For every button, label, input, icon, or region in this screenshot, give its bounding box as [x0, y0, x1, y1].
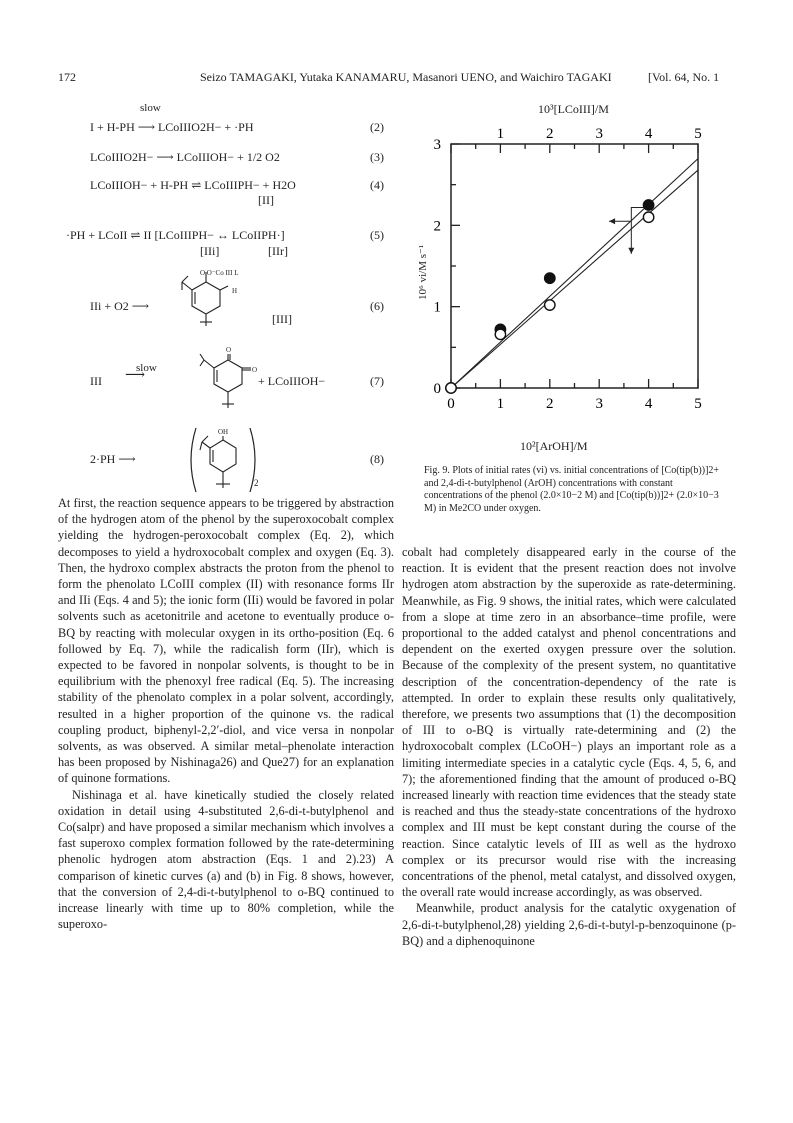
y-tick-label: 1	[433, 299, 441, 316]
equation-2: I + H-PH ⟶ LCoIIIO2H− + ·PH	[90, 120, 254, 134]
chart-x-axis-label: 10²[ArOH]/M	[520, 439, 588, 453]
plot-frame	[451, 144, 698, 388]
x-tick-label: 5	[694, 396, 702, 412]
x-tick-label: 0	[447, 396, 455, 412]
running-authors: Seizo TAMAGAKI, Yutaka KANAMARU, Masanori UENO, and Waichiro TAGAKI	[200, 70, 612, 84]
right-paragraph-1: cobalt had completely disappeared early in the course of the reaction. It is evident that the present reaction does not involve hydrogen atom abstraction by the superoxide as rate-determining. Meanwhile, as Fig. 9 shows, the initial rates, which were calculated from a slope at time zero in an absorbance–time profile, were proportional to the added catalyst and phenol concentrations and dependent on the exerted oxygen pressure over the solution. Because of the complexity of the present system, no quantitative description of the concentration-dependency of the rate is attempted. In order to explain these results only qualitatively, therefore, we presents two assumptions that (1) the decomposition of III to o-BQ is virtually rate-determining and (2) the hydroxocobalt complex (LCoOH−) plays an important role as a limiting intermediate species in a catalytic cycle (Eqs. 4, 5, 6, and 7); the aforementioned finding that the amount of produced o-BQ increased linearly with reaction time evidences that the steady state is reached and thus the steady-state concentrations of the hydroxo complex and III must be kept constant during the course of the reaction. Since catalytic levels of III as well as the hydroxo complex or its precursor would rise with the increasing concentrations of the phenol, metal catalyst, and dissolved oxygen, the overall rate would increase accordingly, as was observed.	[402, 545, 736, 900]
fig9-chart	[414, 115, 714, 435]
top-tick-label: 5	[694, 126, 702, 142]
structure-III-drawing	[180, 268, 250, 330]
figure-9-caption: Fig. 9. Plots of initial rates (vi) vs. initial concentrations of [Co(tip(b))]2+ and 2,4-di-t-butylphenol (ArOH) concentrations with constant concentrations of the phenol (2.0×10−2 M) and [Co(tip(b))]2+ (2.0×10−3 M) in Me2CO under oxygen.	[424, 465, 720, 514]
fit-line-1	[451, 159, 698, 388]
equation-3: LCoIIIO2H− ⟶ LCoIIIOH− + 1/2 O2	[90, 150, 280, 164]
y-tick-label: 2	[433, 218, 441, 235]
top-tick-label: 1	[496, 126, 505, 142]
data-point-open	[495, 329, 505, 339]
equation-3-number: (3)	[370, 150, 384, 164]
o-bq-oxo-label-2: O	[252, 366, 258, 374]
x-tick-label: 2	[546, 396, 554, 412]
phenol-oh-label: OH	[218, 428, 229, 436]
top-tick-label: 3	[595, 126, 603, 142]
equation-6: IIi + O2 ⟶	[90, 299, 149, 313]
page-number: 172	[58, 70, 76, 84]
equation-6-number: (6)	[370, 299, 384, 313]
dimer-subscript: 2	[254, 478, 259, 488]
equation-4: LCoIIIOH− + H-PH ⇌ LCoIIIPH− + H2O	[90, 178, 296, 192]
axis-arrow-down-head	[628, 248, 634, 254]
x-tick-label: 1	[496, 396, 505, 412]
structure-III-peroxo-label: O O⁻Co III L	[200, 269, 239, 277]
top-tick-label: 2	[546, 126, 554, 142]
x-tick-label: 4	[644, 396, 653, 412]
equation-7-number: (7)	[370, 374, 384, 388]
top-tick-label: 4	[644, 126, 653, 142]
right-column-text	[402, 544, 736, 949]
data-point-open	[446, 383, 456, 393]
data-point-filled	[643, 200, 653, 210]
equation-5-number: (5)	[370, 228, 384, 242]
y-tick-label: 3	[433, 137, 441, 153]
equation-8-left: 2·PH ⟶	[90, 452, 136, 466]
left-paragraph-1: At first, the reaction sequence appears to be triggered by abstraction of the hydrogen atom of the phenol by the superoxocobalt complex yielding the hydrogen-peroxocobalt complex (Eq. 2), which decomposes to yield a hydroxocobalt complex and oxygen (Eq. 3). Then, the hydroxo complex abstracts the proton from the phenol to form the phenolato LCoIII complex (II) with resonance forms IIr and IIi (Eqs. 4 and 5); the ionic form (IIi) would be favored in polar solvents such as acetonitrile and acetone to eventually produce o-BQ by reacting with molecular oxygen in its ortho-position (Eq. 6 followed by Eq. 7), while the radicalish form (IIr), which is expected to be favored in nonpolar solvents, is thought to be in equilibrium with the phenoxyl free radical (Eq. 5). The increasing stability of the phenolato complex in a polar solvent, accordingly, resulted in a higher proportion of the quinone vs. the radical coupling product, biphenyl-2,2′-diol, and vice versa in nonpolar solvents, as was observed. A similar metal–phenolate interaction has been proposed by Nishinaga26) and Que27) for an explanation of quinone formations.	[58, 496, 394, 786]
equation-7-left: III	[90, 374, 102, 388]
o-bq-structure-drawing	[196, 348, 260, 412]
data-point-open	[545, 300, 555, 310]
chart-top-axis-label: 10³[LCoIII]/M	[538, 102, 609, 116]
equation-2-number: (2)	[370, 120, 384, 134]
equation-5-label-radical: [IIr]	[268, 244, 288, 258]
equation-7-arrow-label: slow	[136, 362, 157, 374]
eq2-arrow-label: slow	[140, 102, 161, 114]
equation-4-label: [II]	[258, 193, 274, 207]
equation-7-right: + LCoIIIOH−	[258, 374, 326, 388]
x-tick-label: 3	[595, 396, 603, 412]
equation-7-arrow: ⟶	[125, 368, 146, 383]
y-tick-label: 0	[433, 381, 441, 397]
equation-4-number: (4)	[370, 178, 384, 192]
left-column-text	[58, 495, 394, 932]
structure-III-h-label: H	[232, 287, 238, 295]
o-bq-oxo-label: O	[226, 346, 232, 354]
structure-III-label: [III]	[272, 312, 292, 326]
equation-5: ·PH + LCoII ⇌ II [LCoIIIPH− ↔ LCoIIPH·]	[66, 228, 285, 242]
equation-8-number: (8)	[370, 452, 384, 466]
equation-5-label-ionic: [IIi]	[200, 244, 220, 258]
biphenyl-diol-structure-drawing	[186, 424, 260, 496]
data-point-filled	[545, 273, 555, 283]
axis-arrow-left-head	[609, 218, 615, 224]
journal-volume: [Vol. 64, No. 1	[648, 70, 720, 84]
left-paragraph-2: Nishinaga et al. have kinetically studied the closely related oxidation in detail using 4-substituted 2,6-di-t-butylphenol and Co(salpr) and have proposed a similar mechanism which involves a fast superoxo complex formation followed by the rate-determining phenolic hydrogen atom abstraction (Eqs. 1 and 2).23) A comparison of kinetic curves (a) and (b) in Fig. 8 shows, however, that the conversion of 2,4-di-t-butylphenol to o-BQ continued to increase linearly with time up to 80% completion, while the superoxo-	[58, 787, 394, 932]
fit-line-2	[451, 170, 698, 388]
chart-y-axis-label: 10⁶ vi/M s⁻¹	[417, 244, 429, 300]
right-paragraph-2: Meanwhile, product analysis for the catalytic oxygenation of 2,6-di-t-butylphenol,28) yielding 2,6-di-t-butyl-p-benzoquinone (p-BQ) and a diphenoquinone	[402, 901, 736, 948]
data-point-open	[643, 212, 653, 222]
